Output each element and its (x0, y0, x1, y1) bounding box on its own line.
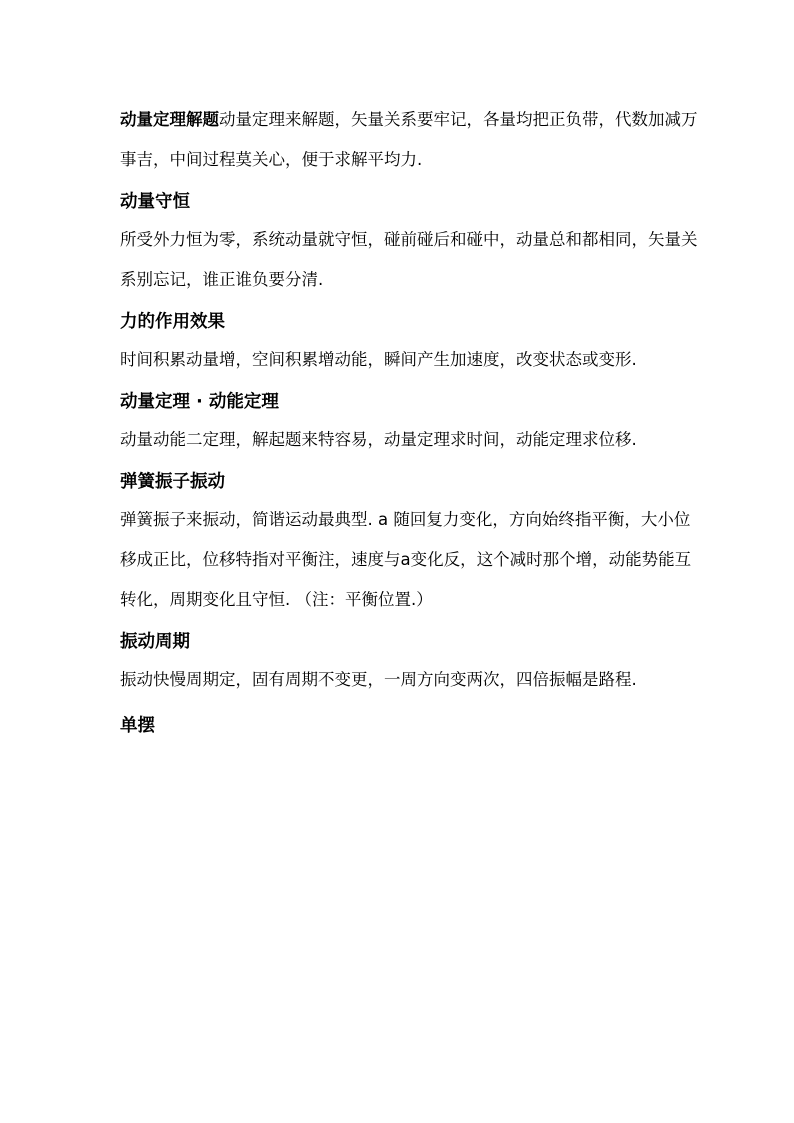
section-text: 振动快慢周期定，固有周期不变更，一周方向变两次，四倍振幅是路程. (120, 670, 637, 689)
section-heading: 单摆 (120, 716, 155, 736)
section-text: 弹簧振子来振动，简谐运动最典型. a 随回复力变化，方向始终指平衡，大小位移成正比，位移特指对平衡注，速度与a变化反，这个减时那个增，动能势能互转化，周期变化且守恒. （注：平衡位置.） (120, 510, 692, 609)
section-momentum-conservation (120, 186, 700, 300)
intro-text: 动量定理来解题，矢量关系要牢记，各量均把正负带，代数加减万事吉，中间过程莫关心，便于求解平均力. (120, 110, 698, 169)
intro-paragraph (120, 100, 700, 180)
section-momentum-energy-theorems (120, 386, 700, 460)
section-heading: 动量定理 · 动能定理 (120, 392, 279, 412)
section-text: 时间积累动量增，空间积累增动能，瞬间产生加速度，改变状态或变形. (120, 350, 637, 369)
document-page (120, 100, 700, 744)
intro-lead-heading: 动量定理解题 (120, 110, 219, 129)
section-heading: 弹簧振子振动 (120, 472, 225, 492)
section-heading: 动量守恒 (120, 192, 190, 212)
section-heading: 振动周期 (120, 632, 190, 652)
section-heading: 力的作用效果 (120, 312, 225, 332)
section-force-effects (120, 306, 700, 380)
section-spring-oscillator (120, 466, 700, 620)
section-simple-pendulum (120, 710, 700, 742)
section-vibration-period (120, 626, 700, 700)
section-text: 所受外力恒为零，系统动量就守恒，碰前碰后和碰中，动量总和都相同，矢量关系别忘记，谁正谁负要分清. (120, 230, 698, 289)
section-text: 动量动能二定理，解起题来特容易，动量定理求时间，动能定理求位移. (120, 430, 637, 449)
